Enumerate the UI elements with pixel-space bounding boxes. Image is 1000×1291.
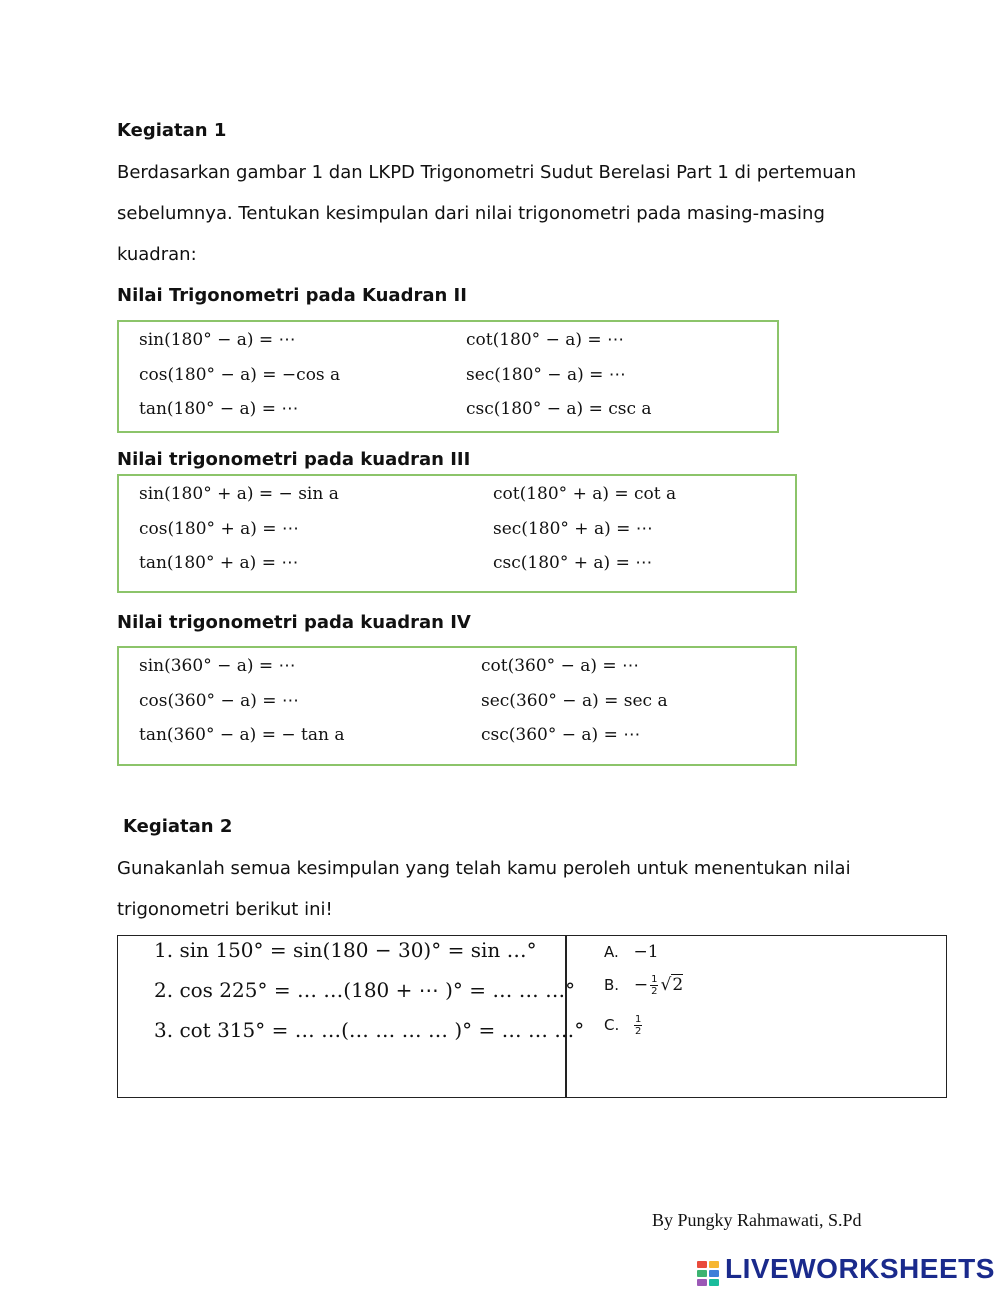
option-a-value: −1 [633, 942, 659, 962]
k3-tan: tan(180° + a) = ⋯ [139, 553, 299, 573]
k3-cot: cot(180° + a) = cot a [493, 484, 677, 504]
kegiatan1-intro-line-2: sebelumnya. Tentukan kesimpulan dari nilai trigonometri pada masing-masing [117, 203, 825, 224]
k4-sin: sin(360° − a) = ⋯ [139, 656, 296, 676]
k2-tan: tan(180° − a) = ⋯ [139, 399, 299, 419]
option-b[interactable] [604, 974, 683, 997]
question-1[interactable]: 1. sin 150° = sin(180 − 30)° = sin …° [154, 938, 537, 962]
table-divider [565, 936, 567, 1097]
kuadran-3-heading: Nilai trigonometri pada kuadran III [117, 449, 471, 470]
kegiatan1-intro-line-1: Berdasarkan gambar 1 dan LKPD Trigonometri Sudut Berelasi Part 1 di pertemuan [117, 162, 857, 183]
k2-csc: csc(180° − a) = csc a [466, 399, 652, 419]
k4-cot: cot(360° − a) = ⋯ [481, 656, 640, 676]
kegiatan2-intro-line-2: trigonometri berikut ini! [117, 899, 333, 920]
author-credit: By Pungky Rahmawati, S.Pd [652, 1210, 862, 1230]
option-a[interactable] [604, 942, 659, 962]
k4-cos: cos(360° − a) = ⋯ [139, 691, 299, 711]
k3-sin: sin(180° + a) = − sin a [139, 484, 339, 504]
option-b-fraction: $\frac{1}{2}$ [651, 974, 658, 997]
question-3[interactable]: 3. cot 315° = … …(… … … … )° = … … …° [154, 1018, 585, 1042]
k3-sec: sec(180° + a) = ⋯ [493, 519, 653, 539]
option-b-label: B. [604, 976, 620, 994]
k3-csc: csc(180° + a) = ⋯ [493, 553, 653, 573]
kuadran-4-box [117, 646, 797, 766]
k4-tan: tan(360° − a) = − tan a [139, 725, 345, 745]
option-b-sqrt: √2 [660, 975, 684, 995]
kegiatan1-title: Kegiatan 1 [117, 120, 227, 141]
k2-sec: sec(180° − a) = ⋯ [466, 365, 626, 385]
kegiatan2-intro-line-1: Gunakanlah semua kesimpulan yang telah kamu peroleh untuk menentukan nilai [117, 858, 851, 879]
kuadran-3-box [117, 474, 797, 593]
kegiatan1-intro-line-3: kuadran: [117, 244, 197, 265]
kuadran-2-box [117, 320, 779, 433]
option-b-sign: − [633, 975, 649, 995]
logo-grid-icon [697, 1261, 721, 1287]
k2-sin: sin(180° − a) = ⋯ [139, 330, 296, 350]
question-2[interactable]: 2. cos 225° = … …(180 + ⋯ )° = … … …° [154, 978, 576, 1002]
kegiatan2-table [117, 935, 947, 1098]
logo-text: LIVEWORKSHEETS [725, 1253, 995, 1284]
k4-csc: csc(360° − a) = ⋯ [481, 725, 641, 745]
option-c-label: C. [604, 1016, 620, 1034]
liveworksheets-logo[interactable] [697, 1253, 995, 1287]
kegiatan2-title: Kegiatan 2 [123, 816, 233, 837]
k3-cos: cos(180° + a) = ⋯ [139, 519, 299, 539]
kuadran-2-heading: Nilai Trigonometri pada Kuadran II [117, 285, 467, 306]
option-c-fraction: $\frac{1}{2}$ [635, 1014, 642, 1037]
option-a-label: A. [604, 943, 619, 961]
option-c[interactable] [604, 1014, 644, 1037]
k4-sec: sec(360° − a) = sec a [481, 691, 668, 711]
k2-cos: cos(180° − a) = −cos a [139, 365, 341, 385]
kuadran-4-heading: Nilai trigonometri pada kuadran IV [117, 612, 471, 633]
k2-cot: cot(180° − a) = ⋯ [466, 330, 625, 350]
